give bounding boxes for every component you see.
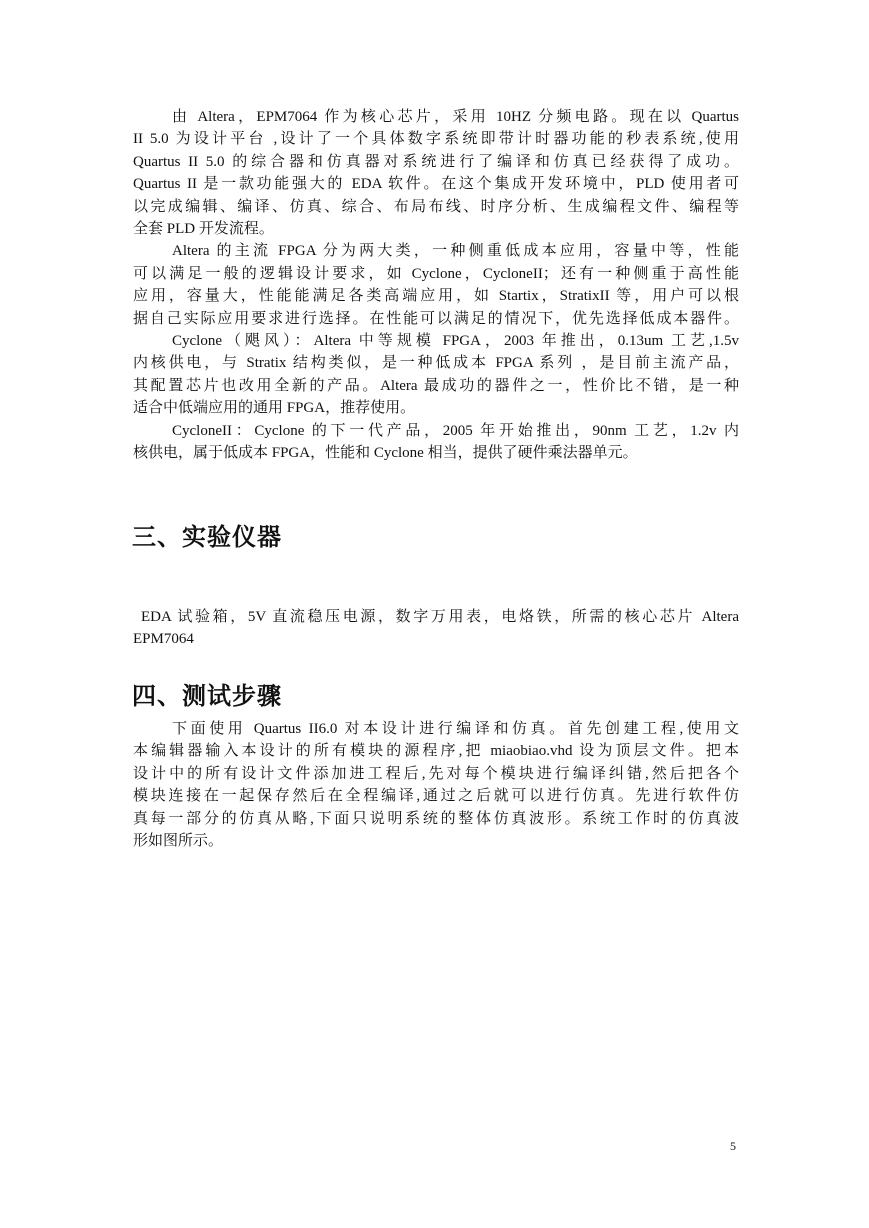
text-line: 下面使用 Quartus II6.0 对本设计进行编译和仿真。首先创建工程,使用文 (172, 721, 739, 737)
section-4-body (133, 718, 739, 852)
paragraph-2 (133, 240, 739, 330)
section-3-body (133, 606, 739, 651)
text-line: EPM7064 (133, 631, 194, 648)
text-line: 其配置芯片也改用全新的产品。Altera 最成功的器件之一，性价比不错，是一种 (133, 377, 739, 394)
section-3-heading: 三、实验仪器 (132, 523, 282, 551)
text-line: 形如图所示。 (133, 833, 224, 850)
text-line: 核供电，属于低成本 FPGA，性能和 Cyclone 相当，提供了硬件乘法器单元。 (133, 445, 638, 462)
text-line: 据自己实际应用要求进行选择。在性能可以满足的情况下，优先选择低成本器件。 (133, 310, 739, 327)
text-line: Quartus II 是一款功能强大的 EDA 软件。在这个集成开发环境中，PLD 使用者可 (133, 176, 739, 193)
text-line: 可以满足一般的逻辑设计要求，如 Cyclone，CycloneII；还有一种侧重于高性能 (133, 265, 739, 282)
text-line: 内核供电，与 Stratix 结构类似，是一种低成本 FPGA 系列 ，是目前主流产品， (133, 355, 739, 372)
text-line: 应用，容量大，性能能满足各类高端应用，如 Startix，StratixII 等，用户可以根 (133, 288, 739, 305)
text-line: 以完成编辑、编译、仿真、综合、布局布线、时序分析、生成编程文件、编程等 (133, 198, 739, 215)
paragraph-3 (133, 330, 739, 420)
text-line: 模块连接在一起保存然后在全程编译,通过之后就可以进行仿真。先进行软件仿 (133, 788, 739, 805)
text-line: Quartus II 5.0 的综合器和仿真器对系统进行了编译和仿真已经获得了成功。 (133, 153, 739, 170)
text-line: II 5.0 为设计平台 ,设计了一个具体数字系统即带计时器功能的秒表系统,使用 (133, 131, 739, 148)
page-number: 5 (730, 1139, 736, 1153)
text-line: Altera 的主流 FPGA 分为两大类，一种侧重低成本应用，容量中等，性能 (172, 243, 739, 260)
text-line: 本编辑器输入本设计的所有模块的源程序,把 miaobiao.vhd 设为顶层文件。把本 (133, 743, 739, 760)
intro-section (133, 106, 739, 465)
text-line: Cyclone（飓风）：Altera 中等规模 FPGA，2003 年推出，0.13um 工艺,1.5v (172, 333, 739, 350)
text-line: 适合中低端应用的通用 FPGA，推荐使用。 (133, 400, 416, 417)
text-line: CycloneII：Cyclone 的下一代产品，2005 年开始推出，90nm 工艺，1.2v 内 (172, 422, 739, 439)
section-4-heading: 四、测试步骤 (132, 682, 282, 710)
text-line: 由 Altera，EPM7064 作为核心芯片，采用 10HZ 分频电路。现在以 Quartus (172, 109, 739, 125)
text-line: 全套 PLD 开发流程。 (133, 221, 274, 238)
text-line: 真每一部分的仿真从略,下面只说明系统的整体仿真波形。系统工作时的仿真波 (133, 810, 739, 827)
paragraph-1 (133, 106, 739, 240)
text-line: 设计中的所有设计文件添加进工程后,先对每个模块进行编译纠错,然后把各个 (133, 765, 739, 782)
paragraph-4 (133, 420, 739, 465)
text-line: EDA 试验箱，5V 直流稳压电源，数字万用表，电烙铁，所需的核心芯片 Altera (141, 609, 739, 625)
